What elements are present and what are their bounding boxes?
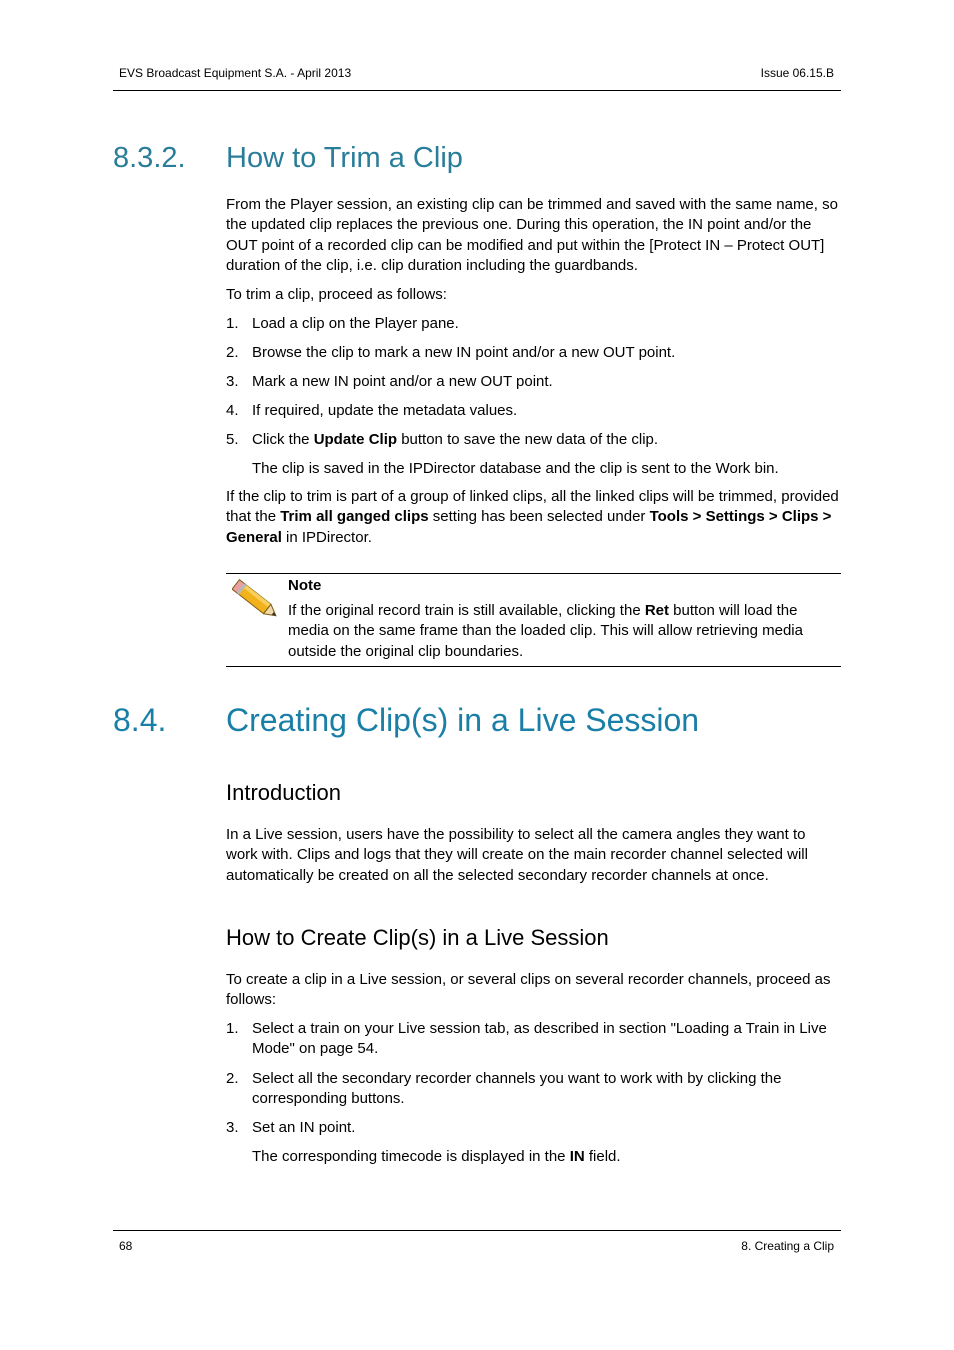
howto-heading: How to Create Clip(s) in a Live Session [226,925,609,950]
pencil-icon [232,578,282,624]
list-number: 2. [226,1070,239,1087]
list-text: Browse the clip to mark a new IN point and/or a new OUT point. [252,344,676,361]
list-number: 3. [226,1119,239,1136]
linked-clips-paragraph: If the clip to trim is part of a group of linked clips, all the linked clips will be trimmed, provided that the Trim all ganged clips setting has been selected under Tools > Settings > Clips > General in IPDirector. [226,488,839,546]
section-title: Creating Clip(s) in a Live Session [226,702,700,738]
trim-all-ganged-clips-term: Trim all ganged clips [280,508,429,526]
section-title: How to Trim a Clip [226,142,463,174]
list-number: 4. [226,402,239,419]
update-clip-term: Update Clip [313,431,398,448]
list-text: Mark a new IN point and/or a new OUT point. [252,373,553,390]
list-text: If required, update the metadata values. [252,402,518,419]
trim-lead-paragraph: To trim a clip, proceed as follows: [226,286,447,303]
page-footer [113,1230,841,1253]
list-text: Set an IN point. [252,1119,356,1136]
page-number: 68 [119,1239,133,1253]
note-box [226,573,841,667]
live-intro-paragraph: In a Live session, users have the possibility to select all the camera angles they want to work with. Clips and logs that they will create on the main recorder channel selected will automatically be created on all the selected secondary recorder channels at once. [226,826,808,884]
list-number: 5. [226,431,239,448]
header-issue: Issue 06.15.B [760,66,834,80]
list-text: Select a train on your Live session tab, as described in section "Loading a Train in Live Mode" on page 54. [252,1020,827,1058]
list-number: 2. [226,344,239,361]
note-title: Note [288,577,322,594]
list-text: Load a clip on the Player pane. [252,315,459,332]
introduction-heading: Introduction [226,780,341,805]
header-publisher: EVS Broadcast Equipment S.A. - April 2013 [119,66,352,80]
footer-chapter: 8. Creating a Clip [741,1239,834,1253]
settings-path-term: Tools > Settings > Clips > General [226,508,832,546]
howto-lead-paragraph: To create a clip in a Live session, or several clips on several recorder channels, proceed as follows: [226,971,831,1009]
step-result: The corresponding timecode is displayed in the IN field. [252,1148,621,1165]
trim-intro-paragraph: From the Player session, an existing clip can be trimmed and saved with the same name, so the updated clip replaces the previous one. During this operation, the IN point and/or the OUT point of a recorded clip can be modified and put within the [Protect IN – Protect OUT] duration of the clip, i.e. clip duration including the guardbands. [226,196,838,274]
page-header [113,66,841,91]
note-body: If the original record train is still available, clicking the Ret button will load the media on the same frame than the loaded clip. This will allow retrieving media outside the original clip boundaries. [288,602,803,660]
list-text: Select all the secondary recorder channels you want to work with by clicking the corresponding buttons. [252,1070,782,1108]
step-result: The clip is saved in the IPDirector database and the clip is sent to the Work bin. [252,460,779,477]
list-number: 1. [226,1020,239,1037]
list-text: Click the Update Clip button to save the new data of the clip. [252,431,659,448]
list-number: 3. [226,373,239,390]
list-number: 1. [226,315,239,332]
in-field-term: IN [569,1148,585,1165]
ret-button-term: Ret [644,602,670,619]
section-number: 8.4. [113,702,167,738]
section-number: 8.3.2. [113,142,186,174]
